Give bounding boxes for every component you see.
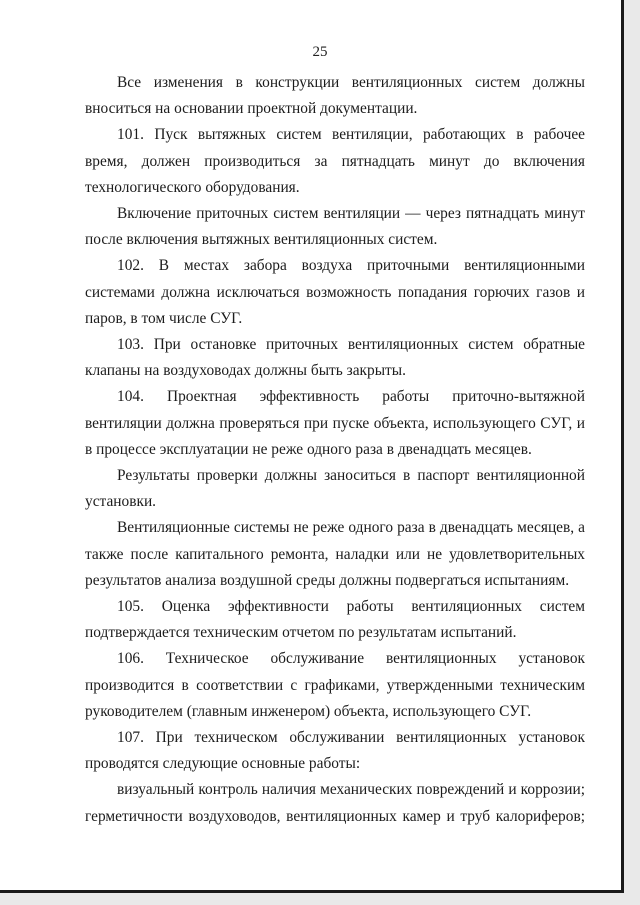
paragraph-106: 106. Техническое обслуживание вентиляционных установок производится в соответствии с графиками, утвержденными техническим руководителем (главным инженером) объекта, использующего СУГ.	[85, 650, 585, 720]
paragraph-visual-control: визуальный контроль наличия механических повреждений и коррозии; герметичности воздуховодов, вентиляционных камер и труб калориферов;	[85, 781, 585, 825]
document-body	[85, 70, 585, 830]
paragraph-105: 105. Оценка эффективности работы вентиляционных систем подтверждается техническим отчетом по результатам испытаний.	[85, 598, 585, 642]
paragraph-supply-start: Включение приточных систем вентиляции — через пятнадцать минут после включения вытяжных вентиляционных систем.	[85, 205, 585, 249]
paragraph-107: 107. При техническом обслуживании вентиляционных установок проводятся следующие основные работы:	[85, 729, 585, 773]
paragraph-check-results: Результаты проверки должны заноситься в паспорт вентиляционной установки.	[85, 467, 585, 511]
paragraph-testing: Вентиляционные системы не реже одного раза в двенадцать месяцев, а также после капитального ремонта, наладки или не удовлетворительных результатов анализа воздушной среды должны подвергаться испытаниям.	[85, 519, 585, 589]
paragraph-102: 102. В местах забора воздуха приточными вентиляционными системами должна исключаться возможность попадания горючих газов и паров, в том числе СУГ.	[85, 257, 585, 327]
paragraph-104: 104. Проектная эффективность работы приточно-вытяжной вентиляции должна проверяться при пуске объекта, использующего СУГ, и в процессе эксплуатации не реже одного раза в двенадцать месяцев.	[85, 388, 585, 458]
page-number: 25	[312, 44, 328, 60]
paragraph-103: 103. При остановке приточных вентиляционных систем обратные клапаны на воздуховодах должны быть закрыты.	[85, 336, 585, 380]
paragraph-changes: Все изменения в конструкции вентиляционных систем должны вноситься на основании проектной документации.	[85, 74, 585, 118]
paragraph-101: 101. Пуск вытяжных систем вентиляции, работающих в рабочее время, должен производиться за пятнадцать минут до включения технологического оборудования.	[85, 126, 585, 196]
